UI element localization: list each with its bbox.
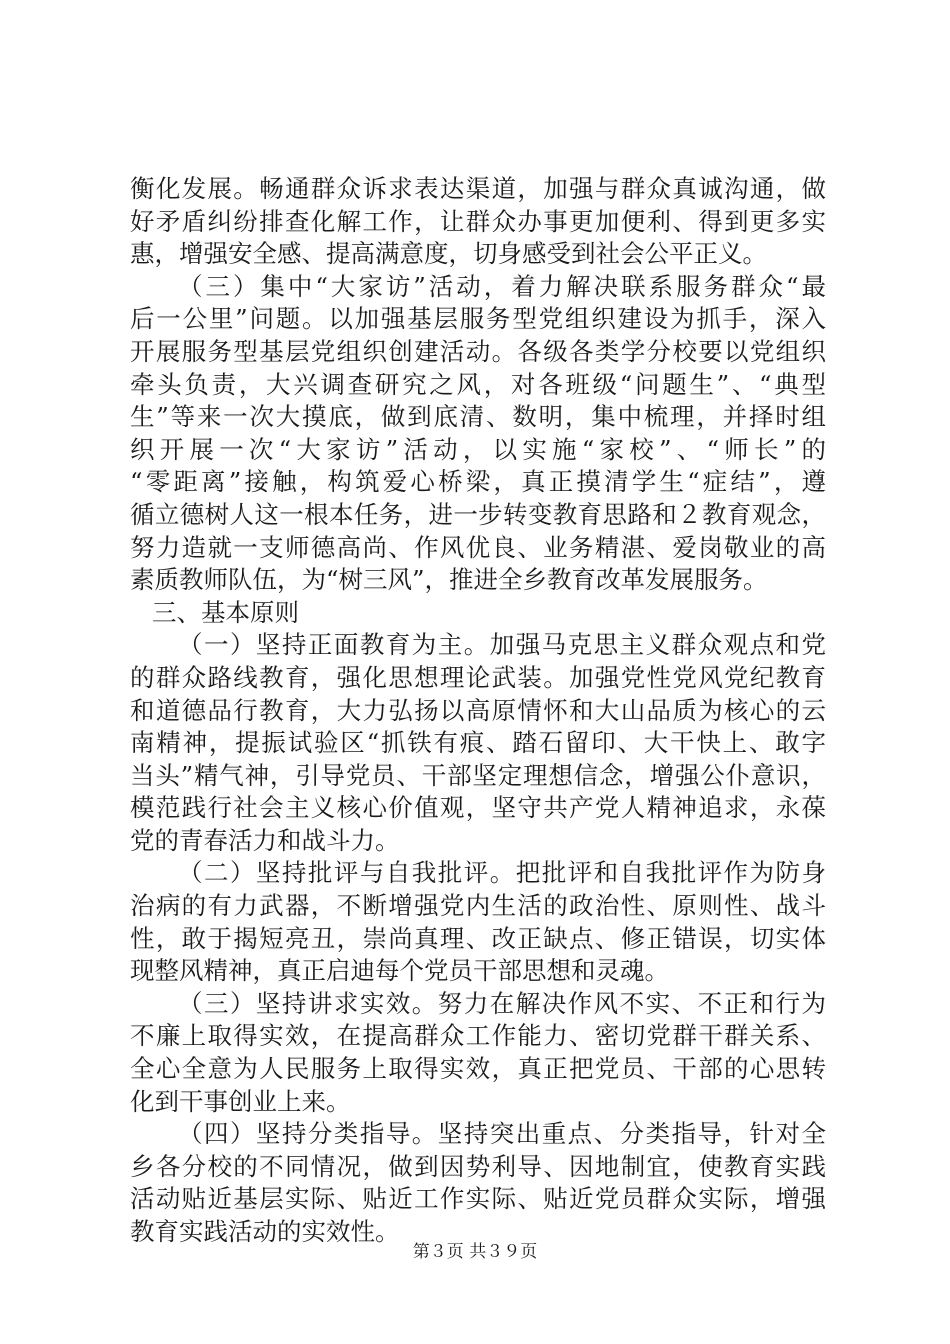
- text-line: 活动贴近基层实际、贴近工作实际、贴近党员群众实际，增强: [130, 1184, 826, 1214]
- text-line: 牵头负责，大兴调查研究之风，对各班级“问题生”、“典型: [130, 369, 826, 399]
- text-line: 织开展一次“大家访”活动，以实施“家校”、“师长”的: [130, 434, 826, 464]
- text-line: 全心全意为人民服务上取得实效，真正把党员、干部的心思转: [130, 1054, 826, 1084]
- text-line: 和道德品行教育，大力弘扬以高原情怀和大山品质为核心的云: [130, 695, 826, 725]
- text-line: 治病的有力武器，不断增强党内生活的政治性、原则性、战斗: [130, 891, 826, 921]
- text-line: （四）坚持分类指导。坚持突出重点、分类指导，针对全: [178, 1119, 826, 1149]
- text-line: （一）坚持正面教育为主。加强马克思主义群众观点和党: [178, 630, 826, 660]
- text-line: 后一公里”问题。以加强基层服务型党组织建设为抓手，深入: [130, 304, 826, 334]
- text-line: 好矛盾纠纷排查化解工作，让群众办事更加便利、得到更多实: [130, 206, 826, 236]
- text-line: 性，敢于揭短亮丑，崇尚真理、改正缺点、修正错误，切实体: [130, 923, 826, 953]
- text-line: （二）坚持批评与自我批评。把批评和自我批评作为防身: [178, 858, 826, 888]
- text-line: 模范践行社会主义核心价值观，坚守共产党人精神追求，永葆: [130, 793, 826, 823]
- text-line: 衡化发展。畅通群众诉求表达渠道，加强与群众真诚沟通，做: [130, 174, 826, 203]
- text-line: 南精神，提振试验区“抓铁有痕、踏石留印、大干快上、敢字: [130, 728, 826, 758]
- text-line: 当头”精气神，引导党员、干部坚定理想信念，增强公仆意识，: [130, 760, 826, 790]
- text-line: 化到干事创业上来。: [130, 1086, 351, 1116]
- document-body: [130, 173, 826, 1249]
- text-line: 开展服务型基层党组织创建活动。各级各类学分校要以党组织: [130, 336, 826, 366]
- text-line: 现整风精神，真正启迪每个党员干部思想和灵魂。: [130, 956, 669, 986]
- text-line: 乡各分校的不同情况，做到因势利导、因地制宜，使教育实践: [130, 1151, 826, 1181]
- section-heading: 三、基本原则: [152, 597, 299, 627]
- text-line: 努力造就一支师德高尚、作风优良、业务精湛、爱岗敬业的高: [130, 532, 826, 562]
- text-line: 的群众路线教育，强化思想理论武装。加强党性党风党纪教育: [130, 662, 826, 692]
- text-line: （三）坚持讲求实效。努力在解决作风不实、不正和行为: [178, 988, 826, 1018]
- page-footer: 第３页 共３９页: [412, 1242, 538, 1262]
- text-line: “零距离”接触，构筑爱心桥梁，真正摸清学生“症结”，遵: [130, 467, 826, 497]
- text-line: 不廉上取得实效，在提高群众工作能力、密切党群干群关系、: [130, 1021, 826, 1051]
- text-line: 生”等来一次大摸底，做到底清、数明，集中梳理，并择时组: [130, 402, 826, 432]
- text-line: 素质教师队伍，为“树三风”，推进全乡教育改革发展服务。: [130, 565, 768, 595]
- text-line: 党的青春活力和战斗力。: [130, 825, 400, 855]
- text-line: 教育实践活动的实效性。: [130, 1217, 400, 1246]
- text-line: 循立德树人这一根本任务，进一步转变教育思路和２教育观念，: [130, 499, 826, 529]
- text-line: 惠，增强安全感、提高满意度，切身感受到社会公平正义。: [130, 239, 767, 269]
- text-line: （三）集中“大家访”活动，着力解决联系服务群众“最: [178, 271, 826, 301]
